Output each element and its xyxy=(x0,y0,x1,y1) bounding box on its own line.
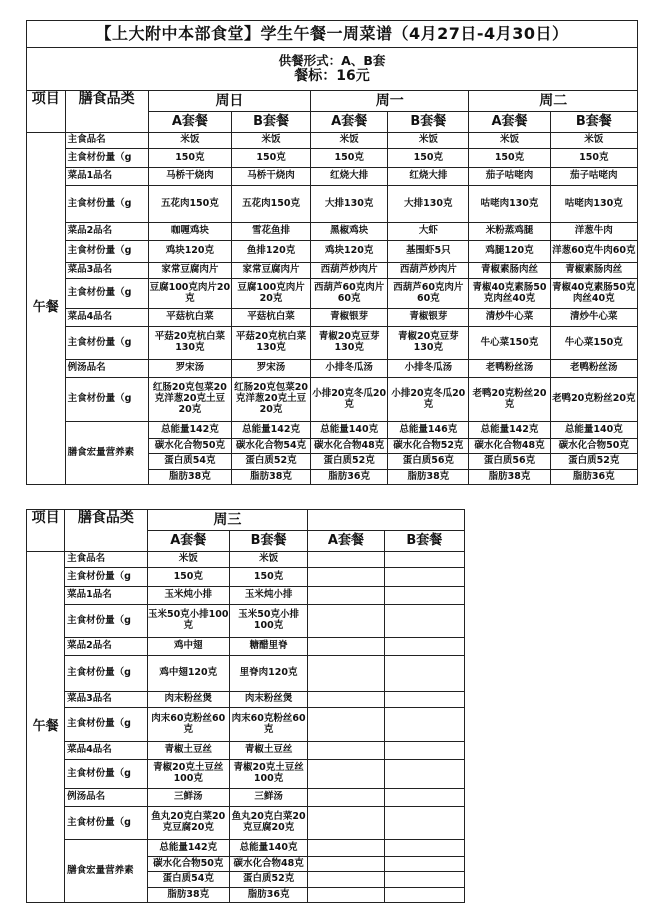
nutrition-cell: 碳水化合物52克 xyxy=(388,439,469,454)
title-row xyxy=(27,21,638,48)
row-label: 菜品1品名 xyxy=(65,587,147,605)
menu-cell: 五花肉150克 xyxy=(231,186,310,223)
info-row xyxy=(27,48,638,91)
row-label: 主食品名 xyxy=(65,552,147,568)
menu-cell: 小排冬瓜汤 xyxy=(388,360,469,378)
menu-cell: 米饭 xyxy=(550,133,637,149)
header-category: 膳食品类 xyxy=(65,91,148,133)
nutrition-cell xyxy=(308,888,384,903)
menu-row xyxy=(27,309,638,327)
menu-cell: 家常豆腐肉片 xyxy=(231,263,310,279)
menu-cell: 里脊肉120克 xyxy=(229,656,307,692)
menu-cell: 大排130克 xyxy=(311,186,388,223)
menu-cell: 青椒素肠肉丝 xyxy=(550,263,637,279)
menu-cell: 青椒土豆丝 xyxy=(147,742,229,760)
row-label: 主食材份量（g xyxy=(65,807,147,840)
menu-cell: 青椒40克素肠50克肉丝40克 xyxy=(469,279,550,309)
row-label: 菜品2品名 xyxy=(65,638,147,656)
row-label: 例汤品名 xyxy=(65,789,147,807)
menu-cell: 咖喱鸡块 xyxy=(148,223,231,241)
menu-cell: 米饭 xyxy=(388,133,469,149)
set-b-header: B套餐 xyxy=(388,112,469,133)
menu-cell: 小排20克冬瓜20克 xyxy=(388,378,469,422)
menu-cell xyxy=(308,708,384,742)
menu-cell: 马桥干烧肉 xyxy=(231,168,310,186)
menu-cell: 米饭 xyxy=(311,133,388,149)
menu-cell: 牛心菜150克 xyxy=(550,327,637,360)
menu-row xyxy=(27,552,465,568)
menu-cell: 鱼排120克 xyxy=(231,241,310,263)
nutrition-label: 膳食宏量营养素 xyxy=(65,840,147,903)
row-label: 菜品2品名 xyxy=(65,223,148,241)
menu-cell: 肉末60克粉丝60克 xyxy=(147,708,229,742)
menu-cell: 咕咾肉130克 xyxy=(550,186,637,223)
menu-cell: 清炒牛心菜 xyxy=(550,309,637,327)
menu-cell: 平菇杭白菜 xyxy=(148,309,231,327)
day-header: 周一 xyxy=(311,91,469,112)
row-label: 主食材份量（g xyxy=(65,378,148,422)
menu-row xyxy=(27,807,465,840)
menu-cell: 马桥干烧肉 xyxy=(148,168,231,186)
nutrition-cell: 总能量142克 xyxy=(231,422,310,439)
menu-cell: 鸡中翅 xyxy=(147,638,229,656)
nutrition-cell: 脂肪36克 xyxy=(550,470,637,485)
nutrition-cell: 脂肪38克 xyxy=(148,470,231,485)
menu-row xyxy=(27,263,638,279)
menu-row xyxy=(27,760,465,789)
nutrition-cell: 蛋白质56克 xyxy=(388,454,469,470)
nutrition-cell: 脂肪36克 xyxy=(229,888,307,903)
menu-cell: 青椒20克豆芽130克 xyxy=(311,327,388,360)
menu-cell: 小排冬瓜汤 xyxy=(311,360,388,378)
menu-cell: 西葫芦60克肉片60克 xyxy=(311,279,388,309)
menu-cell: 玉米50克小排100克 xyxy=(229,605,307,638)
row-label: 主食材份量（g xyxy=(65,568,147,587)
menu-cell: 米饭 xyxy=(231,133,310,149)
meal-label: 午餐 xyxy=(27,552,65,903)
nutrition-cell: 蛋白质52克 xyxy=(229,872,307,888)
menu-cell: 青椒素肠肉丝 xyxy=(469,263,550,279)
menu-cell xyxy=(384,708,464,742)
menu-cell: 西葫芦炒肉片 xyxy=(388,263,469,279)
menu-cell: 青椒20克豆芽130克 xyxy=(388,327,469,360)
row-label: 菜品3品名 xyxy=(65,263,148,279)
day-header: 周二 xyxy=(469,91,638,112)
header-category: 膳食品类 xyxy=(65,510,147,552)
menu-cell xyxy=(308,742,384,760)
menu-cell: 红肠20克包菜20克洋葱20克土豆20克 xyxy=(148,378,231,422)
menu-cell xyxy=(308,807,384,840)
menu-cell: 150克 xyxy=(148,149,231,168)
menu-cell: 青椒银芽 xyxy=(388,309,469,327)
menu-cell: 鸡腿120克 xyxy=(469,241,550,263)
menu-cell xyxy=(308,656,384,692)
meal-standard: 餐标：16元 xyxy=(294,68,370,85)
nutrition-cell xyxy=(384,872,464,888)
menu-cell: 红烧大排 xyxy=(311,168,388,186)
menu-cell: 牛心菜150克 xyxy=(469,327,550,360)
menu-row xyxy=(27,789,465,807)
menu-row xyxy=(27,186,638,223)
row-label: 菜品3品名 xyxy=(65,692,147,708)
menu-cell: 老鸭20克粉丝20克 xyxy=(550,378,637,422)
nutrition-cell xyxy=(384,888,464,903)
menu-cell xyxy=(384,552,464,568)
nutrition-cell: 蛋白质52克 xyxy=(550,454,637,470)
info-block xyxy=(27,48,638,91)
menu-cell: 鸡中翅120克 xyxy=(147,656,229,692)
row-label: 主食材份量（g xyxy=(65,241,148,263)
menu-cell: 米饭 xyxy=(229,552,307,568)
nutrition-cell: 碳水化合物54克 xyxy=(231,439,310,454)
set-a-header: A套餐 xyxy=(311,112,388,133)
menu-cell: 红烧大排 xyxy=(388,168,469,186)
menu-cell: 基围虾5只 xyxy=(388,241,469,263)
header-item: 项目 xyxy=(27,510,65,552)
menu-cell: 鸡块120克 xyxy=(148,241,231,263)
nutrition-cell: 碳水化合物50克 xyxy=(147,857,229,872)
nutrition-cell: 脂肪38克 xyxy=(231,470,310,485)
nutrition-cell: 总能量146克 xyxy=(388,422,469,439)
menu-cell: 150克 xyxy=(229,568,307,587)
nutrition-cell: 碳水化合物50克 xyxy=(550,439,637,454)
menu-cell: 玉米炖小排 xyxy=(147,587,229,605)
nutrition-cell: 脂肪38克 xyxy=(388,470,469,485)
row-label: 主食材份量（g xyxy=(65,605,147,638)
menu-row xyxy=(27,568,465,587)
menu-cell: 鱼丸20克白菜20克豆腐20克 xyxy=(147,807,229,840)
menu-cell: 肉末粉丝煲 xyxy=(147,692,229,708)
nutrition-cell: 碳水化合物50克 xyxy=(148,439,231,454)
nutrition-cell: 总能量142克 xyxy=(148,422,231,439)
menu-cell xyxy=(384,742,464,760)
menu-cell xyxy=(384,587,464,605)
menu-cell: 150克 xyxy=(388,149,469,168)
row-label: 主食材份量（g xyxy=(65,149,148,168)
menu-row xyxy=(27,742,465,760)
menu-cell: 平菇20克杭白菜130克 xyxy=(231,327,310,360)
row-label: 主食材份量（g xyxy=(65,656,147,692)
menu-row xyxy=(27,587,465,605)
menu-cell: 150克 xyxy=(147,568,229,587)
menu-cell: 茄子咕咾肉 xyxy=(550,168,637,186)
nutrition-cell xyxy=(308,872,384,888)
nutrition-cell: 蛋白质54克 xyxy=(148,454,231,470)
menu-row xyxy=(27,241,638,263)
nutrition-cell: 总能量140克 xyxy=(229,840,307,857)
menu-cell: 红肠20克包菜20克洋葱20克土豆20克 xyxy=(231,378,310,422)
menu-cell: 肉末粉丝煲 xyxy=(229,692,307,708)
menu-cell: 老鸭20克粉丝20克 xyxy=(469,378,550,422)
menu-cell: 米粉蒸鸡腿 xyxy=(469,223,550,241)
nutrition-cell: 总能量142克 xyxy=(469,422,550,439)
menu-cell xyxy=(308,760,384,789)
menu-cell xyxy=(384,605,464,638)
menu-cell xyxy=(384,789,464,807)
menu-cell: 米饭 xyxy=(148,133,231,149)
menu-cell: 150克 xyxy=(469,149,550,168)
menu-cell: 黑椒鸡块 xyxy=(311,223,388,241)
nutrition-cell: 总能量142克 xyxy=(147,840,229,857)
menu-row xyxy=(27,149,638,168)
menu-cell: 米饭 xyxy=(147,552,229,568)
menu-cell xyxy=(384,807,464,840)
menu-row xyxy=(27,133,638,149)
page-title: 【上大附中本部食堂】学生午餐一周菜谱（4月27日-4月30日） xyxy=(27,21,638,48)
nutrition-cell: 脂肪38克 xyxy=(147,888,229,903)
menu-cell: 青椒土豆丝 xyxy=(229,742,307,760)
menu-cell: 青椒40克素肠50克肉丝40克 xyxy=(550,279,637,309)
row-label: 菜品4品名 xyxy=(65,309,148,327)
menu-cell: 大虾 xyxy=(388,223,469,241)
menu-row xyxy=(27,692,465,708)
header-row xyxy=(27,91,638,112)
set-b-header: B套餐 xyxy=(229,531,307,552)
weekly-menu-table-2 xyxy=(26,509,465,903)
set-b-header: B套餐 xyxy=(384,531,464,552)
menu-cell: 西葫芦60克肉片60克 xyxy=(388,279,469,309)
set-b-header: B套餐 xyxy=(550,112,637,133)
menu-cell: 鸡块120克 xyxy=(311,241,388,263)
menu-cell xyxy=(384,760,464,789)
menu-cell: 平菇20克杭白菜130克 xyxy=(148,327,231,360)
menu-cell xyxy=(384,656,464,692)
serving-form: 供餐形式：A、B套 xyxy=(278,52,386,68)
menu-cell: 家常豆腐肉片 xyxy=(148,263,231,279)
menu-row xyxy=(27,656,465,692)
menu-cell: 清炒牛心菜 xyxy=(469,309,550,327)
menu-row xyxy=(27,378,638,422)
menu-cell: 五花肉150克 xyxy=(148,186,231,223)
nutrition-row xyxy=(27,422,638,439)
menu-cell: 150克 xyxy=(550,149,637,168)
row-label: 主食材份量（g xyxy=(65,279,148,309)
menu-cell: 三鲜汤 xyxy=(229,789,307,807)
header-item: 项目 xyxy=(27,91,66,133)
row-label: 主食材份量（g xyxy=(65,708,147,742)
menu-cell xyxy=(384,638,464,656)
row-label: 主食材份量（g xyxy=(65,327,148,360)
nutrition-cell: 蛋白质52克 xyxy=(311,454,388,470)
menu-cell: 雪花鱼排 xyxy=(231,223,310,241)
nutrition-cell: 脂肪38克 xyxy=(469,470,550,485)
menu-cell: 肉末60克粉丝60克 xyxy=(229,708,307,742)
row-label: 菜品1品名 xyxy=(65,168,148,186)
nutrition-cell: 总能量140克 xyxy=(550,422,637,439)
menu-cell: 西葫芦炒肉片 xyxy=(311,263,388,279)
nutrition-row xyxy=(27,840,465,857)
menu-row xyxy=(27,327,638,360)
meal-label: 午餐 xyxy=(27,133,66,485)
nutrition-cell: 脂肪36克 xyxy=(311,470,388,485)
nutrition-cell xyxy=(384,857,464,872)
header-row xyxy=(27,510,465,531)
row-label: 主食材份量（g xyxy=(65,760,147,789)
set-a-header: A套餐 xyxy=(148,112,231,133)
menu-cell: 豆腐100克肉片20克 xyxy=(231,279,310,309)
nutrition-cell: 蛋白质52克 xyxy=(231,454,310,470)
menu-cell xyxy=(308,568,384,587)
menu-cell: 老鸭粉丝汤 xyxy=(469,360,550,378)
menu-cell: 豆腐100克肉片20克 xyxy=(148,279,231,309)
menu-cell: 罗宋汤 xyxy=(231,360,310,378)
menu-cell: 糖醋里脊 xyxy=(229,638,307,656)
menu-cell xyxy=(384,692,464,708)
menu-cell: 三鲜汤 xyxy=(147,789,229,807)
menu-cell: 罗宋汤 xyxy=(148,360,231,378)
menu-cell: 青椒20克土豆丝100克 xyxy=(147,760,229,789)
nutrition-cell: 碳水化合物48克 xyxy=(229,857,307,872)
menu-cell: 青椒20克土豆丝100克 xyxy=(229,760,307,789)
menu-cell xyxy=(384,568,464,587)
menu-cell xyxy=(308,789,384,807)
nutrition-cell: 蛋白质54克 xyxy=(147,872,229,888)
menu-cell: 玉米50克小排100克 xyxy=(147,605,229,638)
nutrition-cell: 碳水化合物48克 xyxy=(311,439,388,454)
menu-cell: 平菇杭白菜 xyxy=(231,309,310,327)
menu-cell: 米饭 xyxy=(469,133,550,149)
menu-row xyxy=(27,223,638,241)
row-label: 菜品4品名 xyxy=(65,742,147,760)
row-label: 主食材份量（g xyxy=(65,186,148,223)
menu-row xyxy=(27,708,465,742)
menu-row xyxy=(27,638,465,656)
nutrition-label: 膳食宏量营养素 xyxy=(65,422,148,485)
day-header: 周三 xyxy=(147,510,308,531)
menu-cell: 150克 xyxy=(231,149,310,168)
day-header: 周日 xyxy=(148,91,310,112)
menu-row xyxy=(27,360,638,378)
set-a-header: A套餐 xyxy=(469,112,550,133)
menu-cell: 150克 xyxy=(311,149,388,168)
day-header-blank xyxy=(308,510,465,531)
menu-cell: 老鸭粉丝汤 xyxy=(550,360,637,378)
menu-row xyxy=(27,279,638,309)
menu-cell xyxy=(308,552,384,568)
menu-cell: 洋葱牛肉 xyxy=(550,223,637,241)
menu-cell xyxy=(308,692,384,708)
menu-cell: 小排20克冬瓜20克 xyxy=(311,378,388,422)
menu-row xyxy=(27,605,465,638)
menu-cell: 洋葱60克牛肉60克 xyxy=(550,241,637,263)
nutrition-cell xyxy=(308,857,384,872)
set-a-header: A套餐 xyxy=(308,531,384,552)
nutrition-cell xyxy=(384,840,464,857)
menu-cell: 咕咾肉130克 xyxy=(469,186,550,223)
row-label: 例汤品名 xyxy=(65,360,148,378)
menu-cell xyxy=(308,587,384,605)
menu-cell xyxy=(308,605,384,638)
nutrition-cell xyxy=(308,840,384,857)
set-a-header: A套餐 xyxy=(147,531,229,552)
set-b-header: B套餐 xyxy=(231,112,310,133)
menu-cell: 玉米炖小排 xyxy=(229,587,307,605)
menu-cell: 鱼丸20克白菜20克豆腐20克 xyxy=(229,807,307,840)
menu-cell xyxy=(308,638,384,656)
nutrition-cell: 蛋白质56克 xyxy=(469,454,550,470)
nutrition-cell: 总能量140克 xyxy=(311,422,388,439)
menu-cell: 青椒银芽 xyxy=(311,309,388,327)
weekly-menu-table-1 xyxy=(26,20,638,485)
menu-cell: 茄子咕咾肉 xyxy=(469,168,550,186)
nutrition-cell: 碳水化合物48克 xyxy=(469,439,550,454)
row-label: 主食品名 xyxy=(65,133,148,149)
menu-cell: 大排130克 xyxy=(388,186,469,223)
menu-row xyxy=(27,168,638,186)
